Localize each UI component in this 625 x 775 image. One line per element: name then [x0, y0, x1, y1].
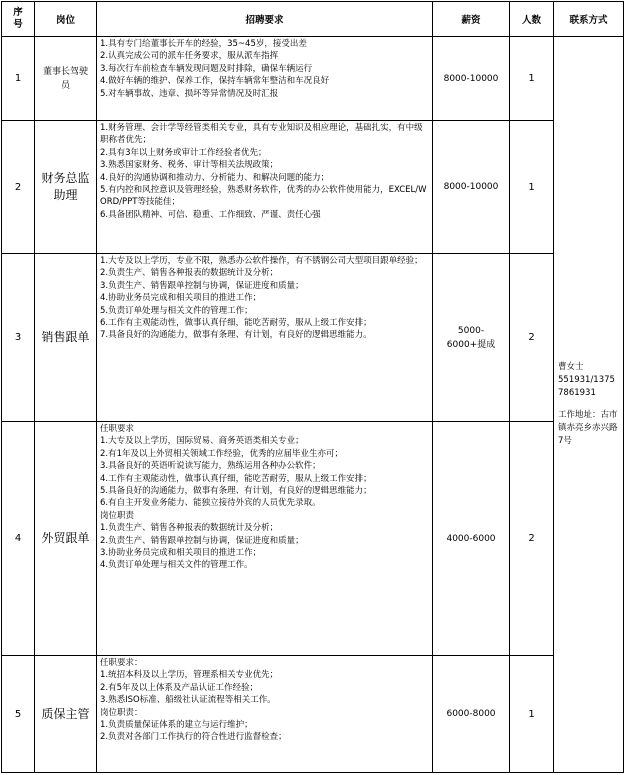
- row-seq: 2: [2, 121, 35, 254]
- requirement-line: 3.每次行车前检查车辆发现问题及时排除，确保车辆运行: [100, 63, 313, 74]
- requirement-line: 任职要求：: [100, 658, 143, 668]
- requirement-line: 3.熟悉国家财务、税务、审计等相关法规政策；: [100, 160, 279, 171]
- requirement-line: 1.具有专门给董事长开车的经验，35~45岁，接受出差: [100, 39, 307, 49]
- recruitment-table: [1, 1, 624, 773]
- header-position: 岗位: [35, 2, 97, 37]
- requirement-line: 3.协助业务员完成和相关项目的推进工作；: [100, 548, 262, 559]
- row-salary: 5000-6000+提成: [433, 254, 510, 422]
- row-seq: 5: [2, 656, 35, 773]
- requirement-line: 2.有5年及以上体系及产品认证工作经验；: [100, 682, 259, 693]
- row-position: 财务总监助理: [35, 121, 97, 254]
- requirement-line: 4.协助业务员完成和相关项目的推进工作；: [100, 293, 262, 304]
- contact-name: 曹女士: [558, 362, 584, 372]
- header-count: 人数: [510, 2, 554, 37]
- row-count: 2: [510, 422, 554, 656]
- table-row: [2, 656, 624, 773]
- row-requirements: [97, 422, 433, 656]
- row-requirements: [97, 656, 433, 773]
- requirement-line: 7.具备良好的沟通能力，做事有条理、有计划，有良好的逻辑思维能力。: [100, 330, 372, 341]
- requirement-line: 4.做好车辆的维护、保养工作，保持车辆常年整洁和车况良好: [100, 76, 330, 87]
- requirement-line: 3.具备良好的英语听说读写能力，熟练运用各种办公软件；: [100, 461, 321, 472]
- row-seq: 1: [2, 37, 35, 121]
- row-count: 2: [510, 254, 554, 422]
- header-seq: 序号: [2, 2, 35, 37]
- header-salary: 薪资: [433, 2, 510, 37]
- requirement-line: 5.负责订单处理与相关文件的管理工作；: [100, 305, 253, 316]
- requirement-line: 5.有内控和风控意识及管理经验，熟悉财务软件，优秀的办公软件使用能力，EXCEL/WORD/PPT等技能佳；: [100, 185, 427, 208]
- requirement-line: 3.熟悉ISO标准、船级社认证流程等相关工作。: [100, 695, 276, 706]
- header-contact: 联系方式: [554, 2, 624, 37]
- row-count: 1: [510, 37, 554, 121]
- row-salary: 4000-6000: [433, 422, 510, 656]
- row-salary: 6000-8000: [433, 656, 510, 773]
- requirement-line: 3.负责生产、销售跟单控制与协调，保证进度和质量；: [100, 280, 304, 291]
- contact-phone: 551931/13757861931: [558, 375, 615, 398]
- requirement-line: 6.工作有主观能动性，做事认真仔细，能吃苦耐劳，服从上级工作安排；: [100, 318, 372, 329]
- table-row: [2, 422, 624, 656]
- row-position: 质保主管: [35, 656, 97, 773]
- header-requirements: 招聘要求: [97, 2, 433, 37]
- requirement-line: 4.工作有主观能动性，做事认真仔细，能吃苦耐劳，服从上级工作安排；: [100, 473, 372, 484]
- requirement-line: 任职要求: [100, 424, 135, 434]
- row-position: 销售跟单: [35, 254, 97, 422]
- row-position: 董事长驾驶员: [35, 37, 97, 121]
- requirement-line: 2.负责生产、销售各种报表的数据统计及分析；: [100, 268, 279, 279]
- row-salary: 8000-10000: [433, 37, 510, 121]
- row-position: 外贸跟单: [35, 422, 97, 656]
- requirement-line: 2.负责对各部门工作执行的符合性进行监督检查；: [100, 732, 287, 743]
- requirement-line: 岗位职责: [100, 510, 135, 521]
- row-requirements: [97, 121, 433, 254]
- requirement-line: 2.有1年及以上外贸相关领域工作经验，优秀的应届毕业生亦可；: [100, 448, 344, 459]
- requirement-line: 1.大专及以上学历，专业不限，熟悉办公软件操作，有不锈钢公司大型项目跟单经验；: [100, 256, 423, 266]
- table-row: [2, 254, 624, 422]
- requirement-line: 6.具备团队精神、可信、稳重、工作细致、严谨、责任心强: [100, 209, 321, 220]
- requirement-line: 4.良好的沟通协调和推动力、分析能力、和解决问题的能力；: [100, 172, 330, 183]
- requirement-line: 2.具有3年以上财务或审计工作经验者优先；: [100, 147, 267, 158]
- row-requirements: [97, 37, 433, 121]
- contact-cell: [554, 37, 624, 773]
- requirement-line: 1.负责生产、销售各种报表的数据统计及分析；: [100, 523, 279, 534]
- requirement-line: 岗位职责：: [100, 707, 143, 718]
- requirement-line: 1.大专及以上学历，国际贸易、商务英语类相关专业；: [100, 436, 304, 447]
- row-requirements: [97, 254, 433, 422]
- requirement-line: 5.对车辆事故、违章、损坏等异常情况及时汇报: [100, 88, 279, 99]
- requirement-line: 1.负责质量保证体系的建立与运行维护；: [100, 720, 253, 731]
- row-seq: 3: [2, 254, 35, 422]
- requirement-line: 2.负责生产、销售跟单控制与协调，保证进度和质量；: [100, 535, 304, 546]
- row-count: 1: [510, 656, 554, 773]
- row-count: 1: [510, 121, 554, 254]
- table-row: [2, 121, 624, 254]
- requirement-line: 6.有自主开发业务能力、能独立接待外宾的人员优先录取。: [100, 498, 321, 509]
- requirement-line: 1.财务管理、会计学等经管类相关专业，具有专业知识及相应理论，基础扎实，有中级职称者优先；: [100, 123, 423, 146]
- requirement-line: 5.具备良好的沟通能力，做事有条理、有计划，有良好的逻辑思维能力；: [100, 486, 372, 497]
- requirement-line: 2.认真完成公司的派车任务要求，服从派车指挥: [100, 51, 279, 62]
- header-row: [2, 2, 624, 37]
- contact-address: 工作地址：古市镇赤亮乡赤兴路7号: [558, 410, 618, 446]
- requirement-line: 4.负责订单处理与相关文件的管理工作。: [100, 560, 253, 571]
- row-salary: 8000-10000: [433, 121, 510, 254]
- row-seq: 4: [2, 422, 35, 656]
- requirement-line: 1.统招本科及以上学历，管理系相关专业优先；: [100, 670, 279, 681]
- table-row: [2, 37, 624, 121]
